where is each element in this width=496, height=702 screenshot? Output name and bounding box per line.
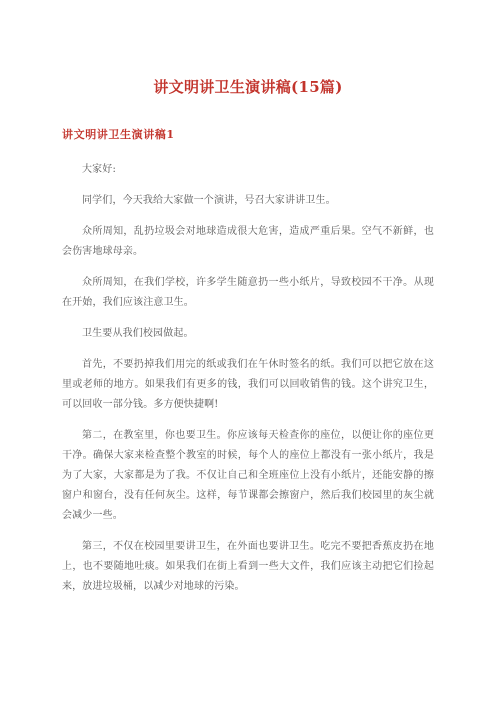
paragraph-intro: 同学们，今天我给大家做一个演讲，号召大家讲讲卫生。: [82, 195, 336, 206]
paragraph-first: 首先，不要扔掉我们用完的纸或我们在午休时签名的纸。我们可以把它放在这里或老师的地方。如果我们有更多的钱，我们可以回收销售的钱。这个讲究卫生，可以回收一部分钱。多方便快捷啊!: [62, 359, 434, 410]
paragraph-greeting: 大家好:: [82, 164, 116, 175]
paragraph-third: 第三，不仅在校园里要讲卫生，在外面也要讲卫生。吃完不要把香蕉皮扔在地上，也不要随地吐痰。如果我们在街上看到一些大文件，我们应该主动把它们捡起来，放进垃圾桶，以减少对地球的污染。: [62, 541, 434, 592]
section-title: 讲文明讲卫生演讲稿1: [62, 128, 175, 141]
speech-body: [62, 160, 434, 608]
paragraph-harm: 众所周知，乱扔垃圾会对地球造成很大危害，造成严重后果。空气不新鲜，也会伤害地球母亲。: [62, 226, 434, 257]
paragraph-start: 卫生要从我们校园做起。: [82, 328, 194, 339]
document-title: 讲文明讲卫生演讲稿(15篇): [153, 78, 343, 96]
paragraph-second: 第二，在教室里，你也要卫生。你应该每天检查你的座位，以便让你的座位更干净。确保大家来检查整个教室的时候，每个人的座位上都没有一张小纸片，我是为了大家，大家都是为了我。不仅让自己和全班座位上没有小纸片，还能安静的擦窗户和窗台，没有任何灰尘。这样，每节课都会擦窗户，然后我们校园里的灰尘就会减少一些。: [62, 430, 434, 521]
paragraph-school: 众所周知，在我们学校，许多学生随意扔一些小纸片，导致校园不干净。从现在开始，我们应该注意卫生。: [62, 277, 434, 308]
